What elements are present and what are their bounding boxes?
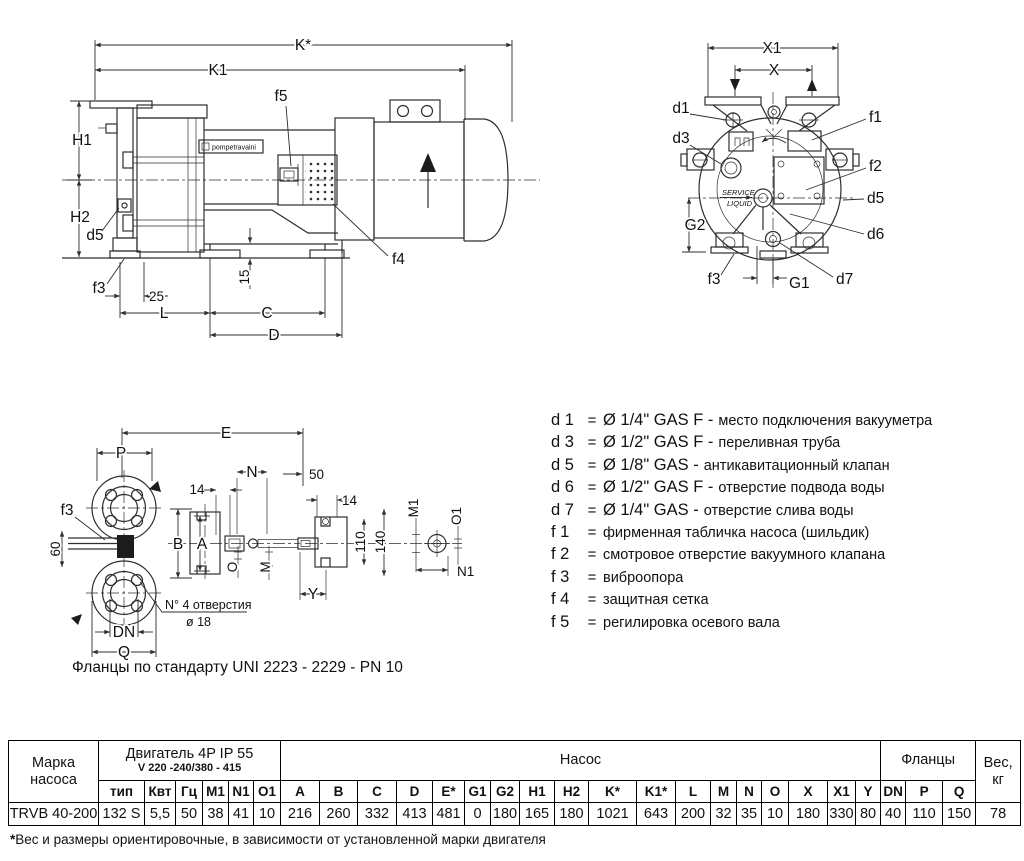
dim-m-label: M: [258, 561, 273, 573]
legend-item: f 1 = фирменная табличка насоса (шильдик): [551, 521, 932, 543]
label-f1: f1: [869, 109, 882, 126]
vibration-mount: [117, 535, 134, 558]
rotation-arrow-icon: [762, 138, 786, 143]
legend-desc: переливная труба: [718, 435, 841, 452]
dim-110-label: 110: [353, 531, 368, 553]
table-row: [9, 803, 1021, 826]
dim-m1-label: M1: [406, 498, 421, 518]
legend-code: f 1: [551, 522, 570, 541]
label-f3-front: f3: [707, 271, 721, 288]
value-cell: 216: [281, 803, 320, 826]
legend-desc: виброопора: [603, 569, 684, 586]
dim-c-label: C: [261, 305, 273, 322]
legend-item: d 3 = Ø 1/2" GAS F - переливная труба: [551, 431, 932, 453]
legend-item: d 1 = Ø 1/4" GAS F - место подключения вакууметра: [551, 409, 932, 431]
legend-spec: Ø 1/4" GAS F -: [603, 411, 714, 429]
protective-screen: [305, 159, 335, 203]
dim-k1-label: K1: [208, 62, 228, 79]
label-f3-flange: f3: [60, 502, 74, 519]
dimensions-table: [8, 740, 1021, 826]
legend-item: d 6 = Ø 1/2" GAS F - отверстие подвода воды: [551, 476, 932, 498]
legend: [551, 409, 932, 633]
dim-50-label: 50: [309, 467, 325, 482]
col-header-weight: [976, 741, 1021, 803]
legend-code: d 7: [551, 500, 574, 519]
value-cell: 40: [881, 803, 906, 826]
col-header: M: [711, 781, 737, 803]
value-cell: 10: [762, 803, 789, 826]
legend-code: f 3: [551, 567, 570, 586]
service-liquid-text-2: LIQUID: [727, 199, 753, 208]
motor-voltage-subheader: V 220 -240/380 - 415: [137, 762, 242, 775]
col-header: E*: [433, 781, 465, 803]
legend-item: d 7 = Ø 1/4" GAS - отверстие слива воды: [551, 499, 932, 521]
col-header: N: [737, 781, 762, 803]
dim-p-label: P: [115, 445, 127, 462]
value-cell: 180: [491, 803, 520, 826]
coupling-housing: [199, 130, 337, 205]
brand-logo-text: pompetravaini: [212, 144, 256, 152]
value-cell: 180: [555, 803, 589, 826]
col-header: H2: [555, 781, 589, 803]
col-header: O: [762, 781, 789, 803]
legend-code: f 2: [551, 545, 570, 564]
value-cell: 180: [789, 803, 828, 826]
dim-g2-label: G2: [684, 217, 706, 234]
dim-y-label: Y: [307, 586, 319, 603]
legend-code: d 1: [551, 411, 574, 429]
holes-note-line1: N° 4 отверстия: [165, 598, 252, 612]
legend-spec: Ø 1/2" GAS F -: [603, 478, 714, 497]
label-d5-front: d5: [867, 190, 885, 207]
legend-code: d 5: [551, 455, 574, 474]
col-header: L: [676, 781, 711, 803]
legend-spec: Ø 1/2" GAS F -: [603, 433, 714, 452]
col-header: N1: [229, 781, 254, 803]
value-cell: 110: [906, 803, 943, 826]
flanges: [68, 470, 162, 631]
dim-h1-label: H1: [72, 132, 92, 149]
value-cell: 50: [176, 803, 203, 826]
value-cell: 80: [856, 803, 881, 826]
legend-desc: фирменная табличка насоса (шильдик): [603, 524, 870, 541]
value-cell: 38: [203, 803, 229, 826]
col-header: K1*: [637, 781, 676, 803]
col-header: G2: [491, 781, 520, 803]
col-header: P: [906, 781, 943, 803]
dim-x1-label: X1: [762, 40, 782, 57]
value-cell: 41: [229, 803, 254, 826]
dim-q-label: Q: [117, 644, 131, 661]
legend-item: f 5 = регилировка осевого вала: [551, 611, 932, 633]
value-cell: 0: [465, 803, 491, 826]
col-header: C: [358, 781, 397, 803]
legend-item: d 5 = Ø 1/8" GAS - антикавитационный клапан: [551, 454, 932, 476]
dim-o1-label: O1: [449, 506, 464, 526]
value-cell: 132 S: [99, 803, 145, 826]
label-f5: f5: [274, 88, 288, 105]
label-d6: d6: [867, 226, 885, 243]
col-header: A: [281, 781, 320, 803]
label-f4: f4: [392, 251, 405, 268]
legend-item: f 4 = защитная сетка: [551, 588, 932, 610]
value-cell: 200: [676, 803, 711, 826]
value-cell: 481: [433, 803, 465, 826]
value-cell: 1021: [589, 803, 637, 826]
col-header: K*: [589, 781, 637, 803]
dim-14-left-label: 14: [189, 482, 205, 497]
label-d5-side: d5: [86, 227, 104, 244]
front-view: [672, 40, 884, 292]
label-d7: d7: [836, 271, 854, 288]
col-header: B: [320, 781, 358, 803]
legend-desc: регилировка осевого вала: [603, 614, 780, 631]
group-header-motor: [99, 741, 281, 781]
dim-g1-label: G1: [789, 275, 810, 292]
dim-b-label: B: [172, 536, 184, 553]
side-view: [62, 37, 540, 344]
value-cell: 150: [943, 803, 976, 826]
dim-x-label: X: [768, 62, 780, 79]
value-cell: 643: [637, 803, 676, 826]
dim-25-label: 25: [149, 289, 165, 304]
pump-model-cell: TRVB 40-200: [9, 803, 99, 826]
col-header: H1: [520, 781, 555, 803]
dim-n1-label: N1: [457, 564, 475, 579]
dim-l-label: L: [159, 305, 169, 322]
brand-header-line1: Марка: [31, 755, 76, 772]
legend-code: d 3: [551, 433, 574, 452]
value-cell: 413: [397, 803, 433, 826]
col-header: O1: [254, 781, 281, 803]
dim-60-label: 60: [48, 541, 63, 557]
footnote-asterisk: *: [10, 832, 16, 847]
label-f2: f2: [869, 158, 882, 175]
label-f3-side: f3: [92, 280, 106, 297]
value-cell: 5,5: [145, 803, 176, 826]
weight-header-line2: кг: [992, 771, 1004, 788]
column-header-row: [9, 781, 1021, 803]
col-header: тип: [99, 781, 145, 803]
col-header: Квт: [145, 781, 176, 803]
flange-standard-caption: Фланцы по стандарту UNI 2223 - 2229 - PN 10: [72, 659, 403, 676]
footnote-text: Вес и размеры ориентировочные, в зависимости от установленной марки двигателя: [15, 832, 546, 847]
shaft-section: [168, 504, 318, 582]
group-header-pump: Насос: [281, 741, 881, 781]
dim-a-label: A: [196, 536, 208, 553]
dim-n-label: N: [246, 464, 258, 481]
col-header: X1: [828, 781, 856, 803]
dim-dn-label: DN: [112, 624, 136, 641]
dim-d-label: D: [268, 327, 280, 344]
legend-desc: смотровое отверстие вакуумного клапана: [603, 547, 886, 564]
pump-head: [90, 101, 207, 258]
inlet-flow-arrow-icon: [730, 79, 740, 91]
dim-e-label: E: [220, 425, 232, 442]
holes-note-line2: ø 18: [186, 615, 212, 629]
dim-o-label: O: [225, 561, 240, 573]
value-cell: 10: [254, 803, 281, 826]
legend-desc: защитная сетка: [603, 592, 709, 609]
col-header: M1: [203, 781, 229, 803]
value-cell: 332: [358, 803, 397, 826]
service-liquid-text-1: SERVICE: [722, 188, 755, 197]
value-cell: 78: [976, 803, 1021, 826]
col-header: G1: [465, 781, 491, 803]
brand-header-line2: насоса: [30, 771, 77, 788]
legend-item: f 3 = виброопора: [551, 566, 932, 588]
col-header-brand: [9, 741, 99, 803]
col-header: Гц: [176, 781, 203, 803]
motor-header: Двигатель 4P IP 55: [125, 746, 254, 763]
legend-desc: отверстие подвода воды: [718, 480, 885, 497]
weight-header-line1: Вес,: [983, 755, 1013, 772]
label-d3: d3: [672, 130, 690, 147]
base-bracket: [62, 210, 350, 258]
col-header: X: [789, 781, 828, 803]
col-header: Y: [856, 781, 881, 803]
legend-spec: Ø 1/8" GAS -: [603, 455, 699, 474]
group-header-flanges: Фланцы: [881, 741, 976, 781]
value-cell: 165: [520, 803, 555, 826]
col-header: DN: [881, 781, 906, 803]
legend-code: f 4: [551, 590, 570, 609]
outlet-flow-arrow-icon: [807, 79, 817, 91]
label-d1: d1: [672, 100, 690, 117]
legend-desc: отверстие слива воды: [703, 502, 854, 519]
dim-15-label: 15: [237, 269, 252, 285]
dim-h2-label: H2: [70, 209, 90, 226]
value-cell: 35: [737, 803, 762, 826]
flow-arrow-icon: [71, 614, 82, 625]
flange-view: [48, 425, 474, 661]
value-cell: 330: [828, 803, 856, 826]
legend-code: d 6: [551, 478, 574, 497]
dim-14-right-label: 14: [342, 493, 358, 508]
legend-desc: место подключения вакууметра: [718, 413, 933, 429]
dim-k-star-label: K*: [294, 37, 312, 54]
value-cell: 260: [320, 803, 358, 826]
legend-item: f 2 = смотровое отверстие вакуумного клапана: [551, 543, 932, 565]
legend-desc: антикавитационный клапан: [703, 457, 890, 474]
value-cell: 32: [711, 803, 737, 826]
legend-code: f 5: [551, 612, 570, 631]
footnote: [10, 832, 546, 847]
col-header: D: [397, 781, 433, 803]
orientation-arrow-icon: [420, 153, 436, 172]
dim-140-label: 140: [373, 530, 388, 554]
legend-spec: Ø 1/4" GAS -: [603, 500, 699, 519]
col-header: Q: [943, 781, 976, 803]
front-casing: [681, 97, 859, 260]
